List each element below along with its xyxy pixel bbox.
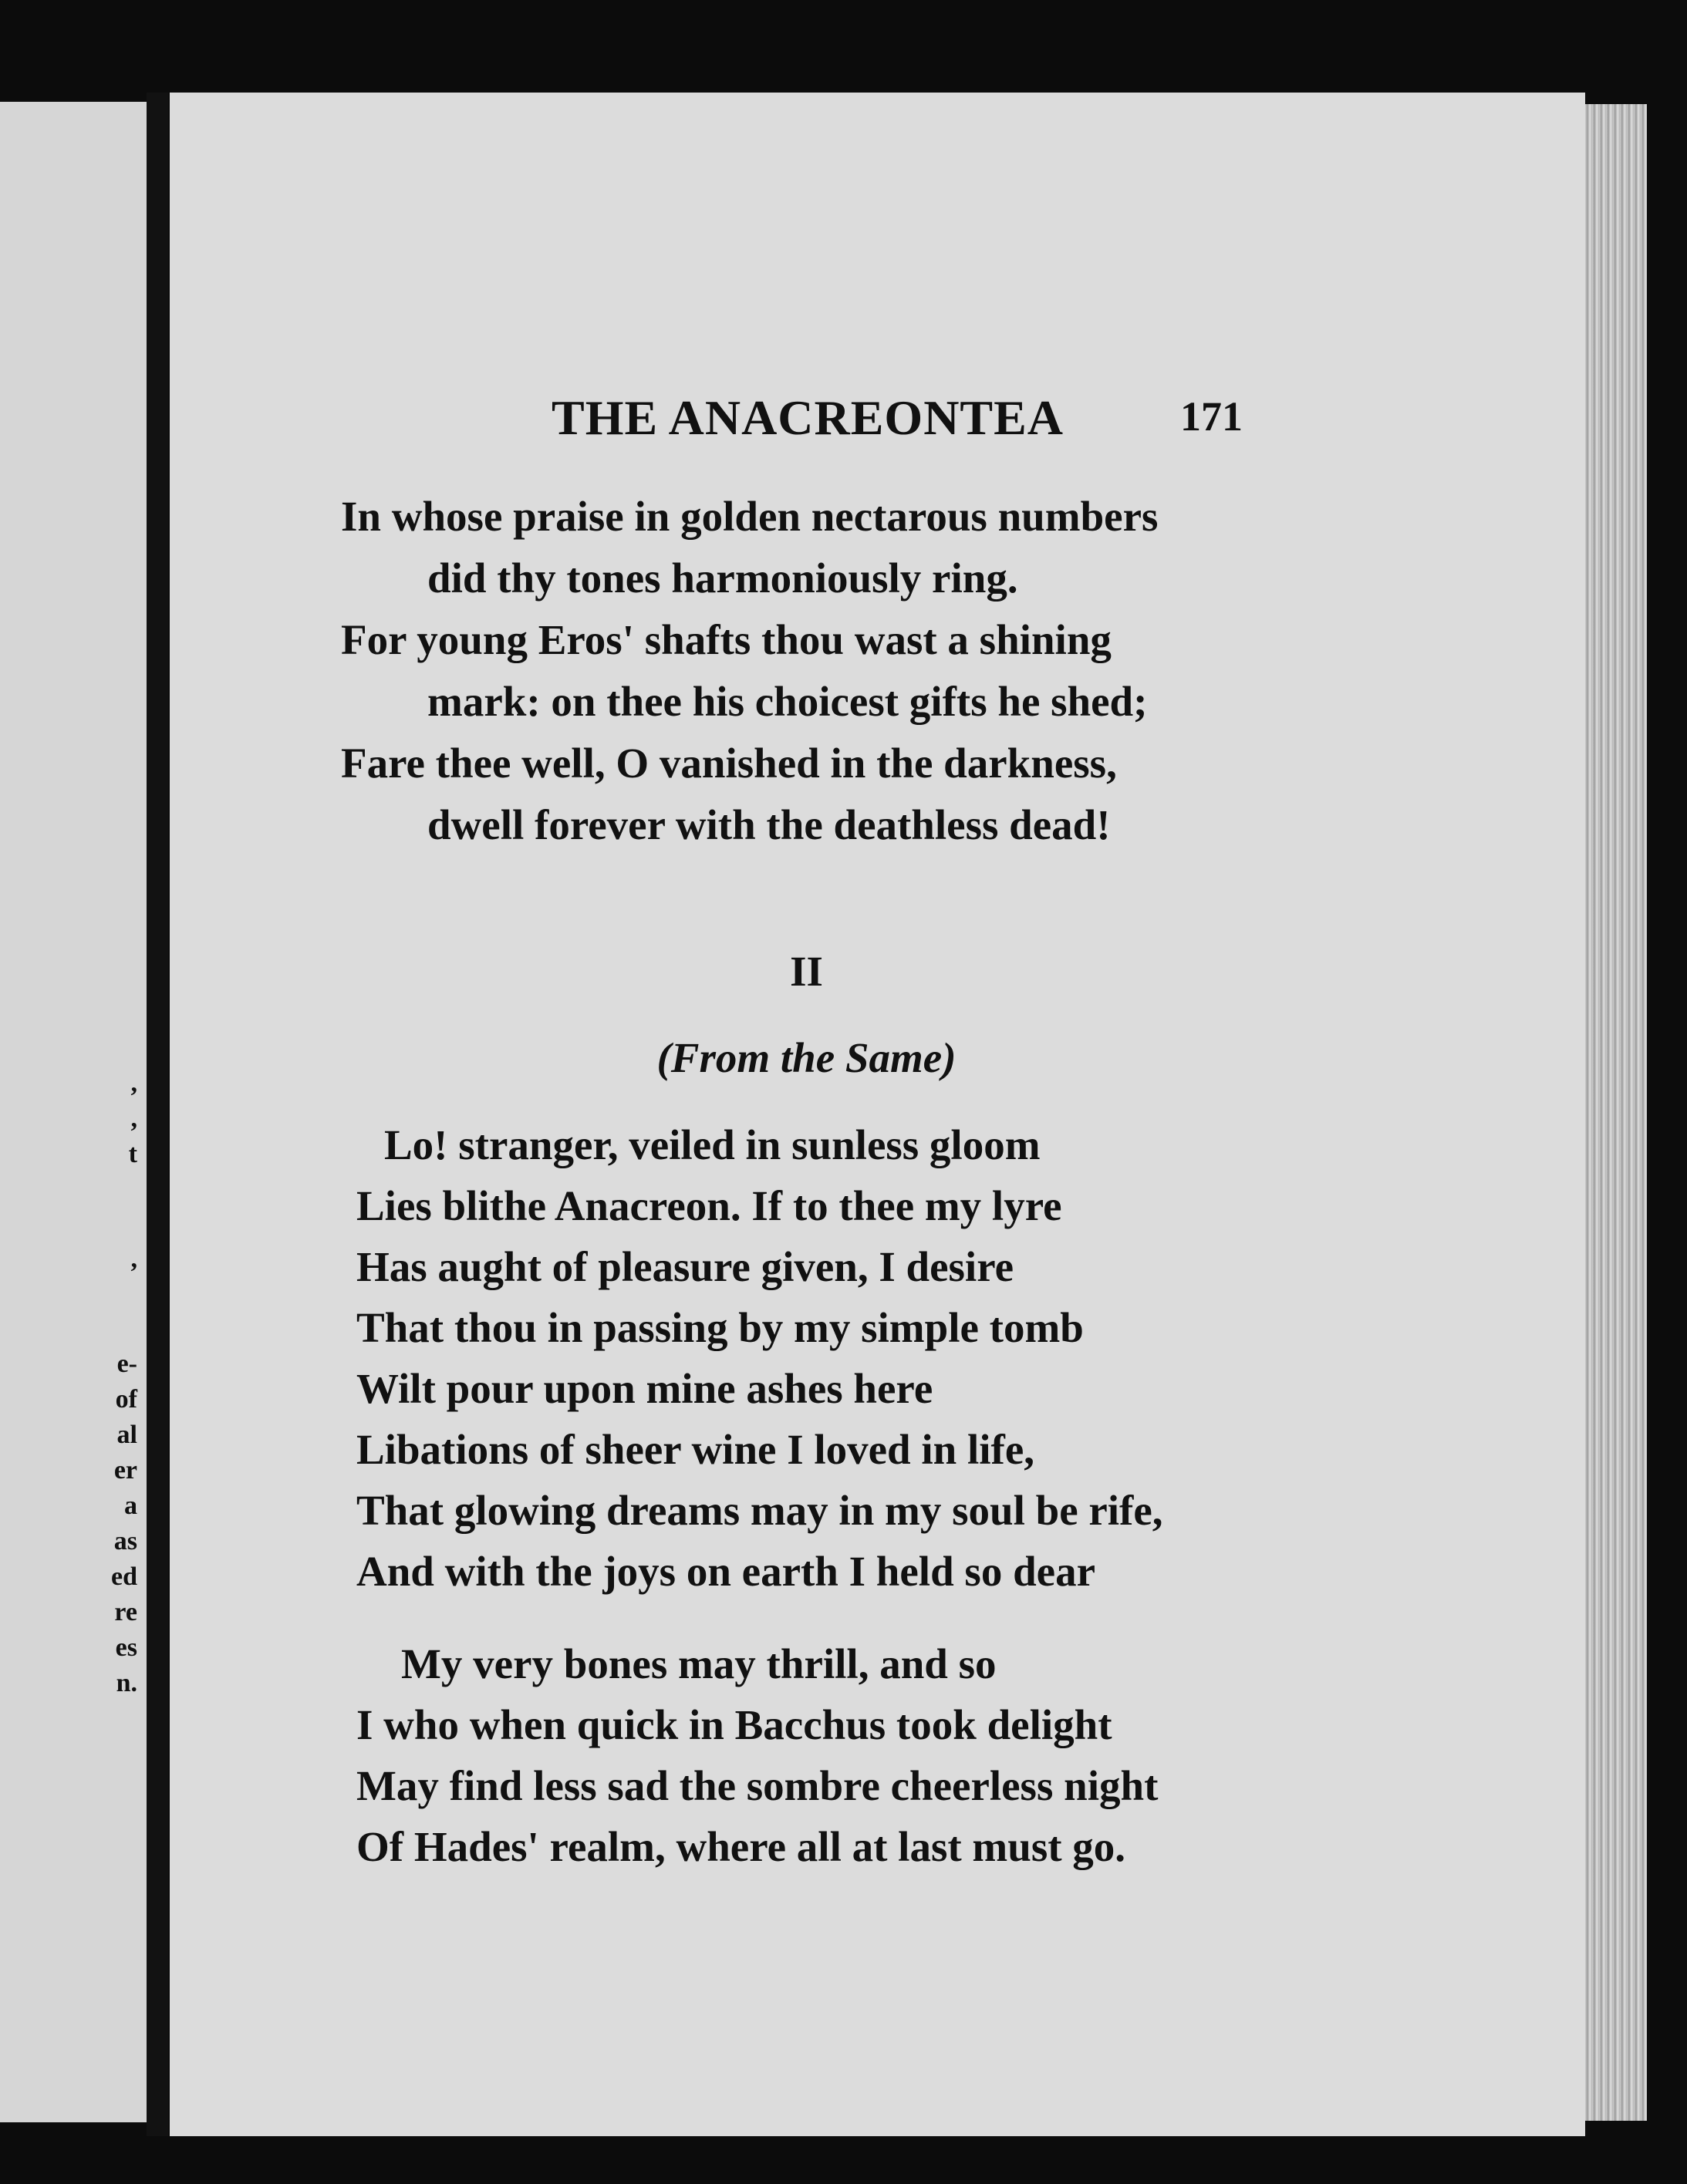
book-gutter bbox=[147, 93, 168, 2136]
verse-line: Lo! stranger, veiled in sunless gloom bbox=[384, 1121, 1041, 1168]
fragment: a bbox=[124, 1491, 137, 1520]
verse-line: That glowing dreams may in my soul be rife, bbox=[356, 1487, 1163, 1534]
verse-line: Libations of sheer wine I loved in life, bbox=[356, 1426, 1035, 1473]
running-title: THE ANACREONTEA bbox=[552, 390, 1064, 445]
fragment: es bbox=[115, 1633, 137, 1662]
fragment: re bbox=[114, 1598, 137, 1626]
page-edge bbox=[1585, 104, 1647, 2121]
verse-line: Lies blithe Anacreon. If to thee my lyre bbox=[356, 1182, 1062, 1229]
verse-line: I who when quick in Bacchus took delight bbox=[356, 1701, 1112, 1748]
verse-line: Of Hades' realm, where all at last must go. bbox=[356, 1823, 1126, 1870]
section-numeral: II bbox=[790, 948, 823, 995]
verse-line: Has aught of pleasure given, I desire bbox=[356, 1243, 1014, 1290]
stanza-top bbox=[341, 486, 1158, 856]
verse-line: did thy tones harmoniously ring. bbox=[427, 554, 1018, 602]
fragment: as bbox=[113, 1527, 137, 1555]
verse-line: My very bones may thrill, and so bbox=[401, 1640, 997, 1687]
poem-stanza-2 bbox=[356, 1633, 1158, 1877]
verse-line: And with the joys on earth I held so dear bbox=[356, 1548, 1095, 1595]
fragment: ed bbox=[111, 1562, 137, 1591]
page-number: 171 bbox=[1180, 393, 1243, 440]
verse-line: dwell forever with the deathless dead! bbox=[427, 801, 1111, 848]
verse-line: For young Eros' shafts thou wast a shining bbox=[341, 616, 1112, 663]
verse-line: May find less sad the sombre cheerless night bbox=[356, 1762, 1159, 1809]
fragment: al bbox=[116, 1421, 137, 1449]
page-header bbox=[170, 389, 1585, 443]
fragment: of bbox=[115, 1385, 137, 1414]
fragment: , bbox=[130, 1069, 137, 1097]
verse-line: Wilt pour upon mine ashes here bbox=[356, 1365, 933, 1412]
fragment: , bbox=[130, 1104, 137, 1133]
fragment: t bbox=[128, 1140, 137, 1168]
verse-line: mark: on thee his choicest gifts he shed; bbox=[427, 678, 1148, 725]
verse-line: In whose praise in golden nectarous numbers bbox=[341, 493, 1159, 540]
fragment: , bbox=[130, 1245, 137, 1273]
fragment: e- bbox=[116, 1350, 137, 1378]
left-page-fragments bbox=[111, 1066, 137, 1701]
poem-stanza-1 bbox=[356, 1114, 1163, 1602]
verse-line: Fare thee well, O vanished in the darkness, bbox=[341, 740, 1117, 787]
fragment: n. bbox=[116, 1669, 137, 1697]
fragment: er bbox=[113, 1456, 137, 1485]
left-page bbox=[0, 102, 147, 2122]
right-page bbox=[170, 93, 1585, 2136]
verse-line: That thou in passing by my simple tomb bbox=[356, 1304, 1084, 1351]
section-subtitle: (From the Same) bbox=[656, 1034, 957, 1081]
